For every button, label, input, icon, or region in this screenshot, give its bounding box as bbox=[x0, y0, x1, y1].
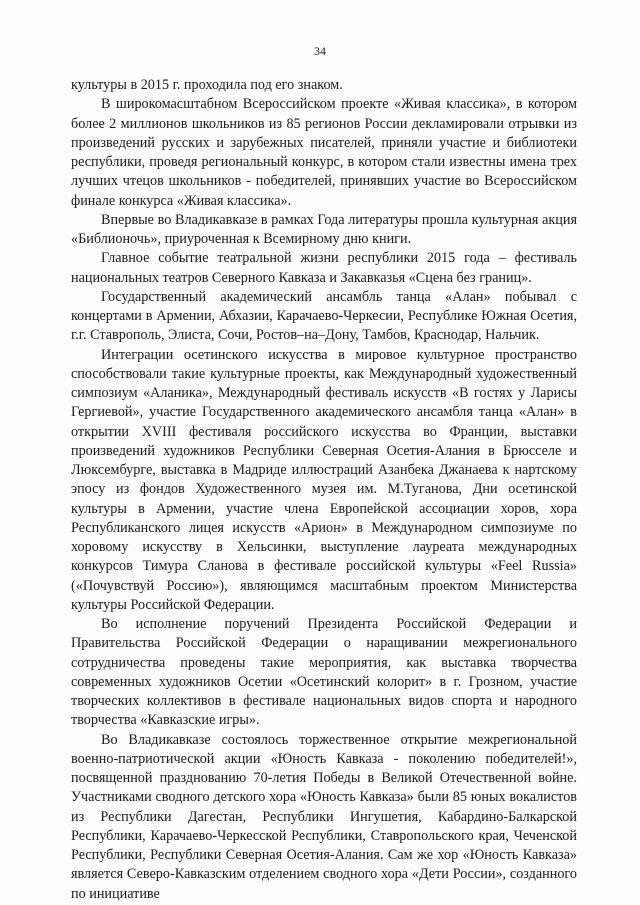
page-body bbox=[71, 76, 577, 904]
paragraph-1: культуры в 2015 г. проходила под его знаком. bbox=[71, 77, 343, 93]
paragraph-6: Интеграции осетинского искусства в мировое культурное пространство способствовали такие культурные проекты, как Международный художественный симпозиум «Аланика», Международный фестиваль искусств «В гостях у Ларисы Гергиевой», участие Государственного академического ансамбля танца «Алан» в открытии XVIII фестиваля российского искусства во Франции, выставки произведений художников Республики Северная Осетия-Алания в Брюсселе и Люксембурге, выставка в Мадриде иллюстраций Азанбека Джанаева к нартскому эпосу из фондов Художественного музея им. М.Туганова, Дни осетинской культуры в Армении, участие члена Европейской ассоциации хоров, хора Республиканского лицея искусств «Арион» в Международном симпозиуме по хоровому искусству в Хельсинки, выступление лауреата международных конкурсов Тимура Сланова в фестивале российской культуры «Feel Russia» («Почувствуй Россию»), являющимся масштабным проектом Министерства культуры Российской Федерации. bbox=[71, 346, 577, 613]
paragraph-3: Впервые во Владикавказе в рамках Года литературы прошла культурная акция «Библионочь», приуроченная к Всемирному дню книги. bbox=[71, 211, 577, 247]
paragraph-2: В широкомасштабном Всероссийском проекте «Живая классика», в котором более 2 миллионов школьников из 85 регионов России декламировали отрывки из произведений русских и зарубежных писателей, приняли участие и библиотеки республики, проведя региональный конкурс, в котором стали известны имена трех лучших чтецов школьников - победителей, принявших участие во Всероссийском финале конкурса «Живая классика». bbox=[71, 96, 577, 209]
paragraph-5: Государственный академический ансамбль танца «Алан» побывал с концертами в Армении, Абхазии, Карачаево-Черкесии, Республике Южная Осетия, г.г. Ставрополь, Элиста, Сочи, Ростов–на–Дону, Тамбов, Краснодар, Нальчик. bbox=[71, 288, 577, 344]
paragraph-8: Во Владикавказе состоялось торжественное открытие межрегиональной военно-патриотической акции «Юность Кавказа - поколению победителей!», посвященной празднованию 70-летия Победы в Великой Отечественной войне. Участниками сводного детского хора «Юность Кавказа» были 85 юных вокалистов из Республики Дагестан, Республики Ингушетия, Кабардино-Балкарской Республики, Карачаево-Черкесской Республики, Ставропольского края, Чеченской Республики, Республики Северная Осетия-Алания. Сам же хор «Юность Кавказа» является Северо-Кавказским отделением сводного хора «Дети России», созданного по инициативе bbox=[71, 731, 577, 902]
paragraph-7: Во исполнение поручений Президента Российской Федерации и Правительства Российской Федерации о наращивании межрегионального сотрудничества проведены такие мероприятия, как выставка творчества современных художников Осетии «Осетинский колорит» в г. Грозном, участие творческих коллективов в фестивале национальных видов спорта и народного творчества «Кавказские игры». bbox=[71, 616, 577, 729]
page-number: 34 bbox=[314, 44, 326, 58]
paragraph-4: Главное событие театральной жизни республики 2015 года – фестиваль национальных театров Северного Кавказа и Закавказья «Сцена без границ». bbox=[71, 250, 577, 286]
